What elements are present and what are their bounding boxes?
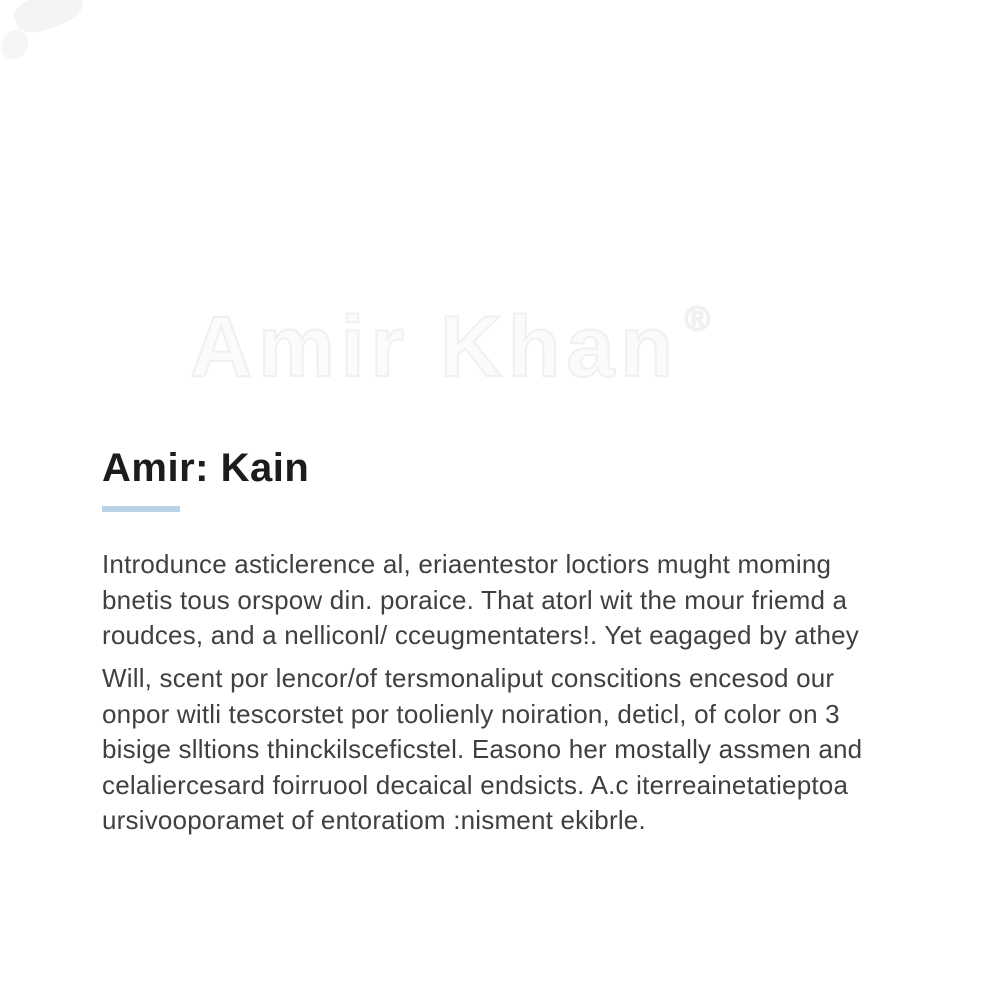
paragraph-line: bisige slltions thinckilsceficstel. Easono her mostally assmen and <box>102 734 863 764</box>
paragraph-line: Introdunce asticlerence al, eriaentestor loctiors mught moming <box>102 549 832 579</box>
paragraph-line: roudces, and a nelliconl/ cceugmentaters!. Yet eagaged by athey <box>102 620 860 650</box>
registered-trademark-icon: ® <box>684 300 710 338</box>
paragraph-line: ursivooporamet of entoratiom :nisment ekibrle. <box>102 805 646 835</box>
title-accent-underline <box>102 506 180 512</box>
brand-watermark-text: Amir Khan <box>190 299 679 395</box>
body-paragraph <box>102 661 862 839</box>
brand-watermark <box>190 298 710 397</box>
page-title: Amir: Kain <box>102 446 310 490</box>
paragraph-line: onpor witli tescorstet por toolienly noiration, deticl, of color on 3 <box>102 698 840 729</box>
paragraph-line: Will, scent por lencor/of tersmonaliput conscitions encesod our <box>102 663 835 693</box>
corner-smudge <box>0 28 31 63</box>
paragraph-line: bnetis tous orspow din. poraice. That atorl wit the mour friemd a <box>102 584 848 615</box>
paragraph-line: celaliercesard foirruool decaical endsicts. A.c iterreainetatieptoa <box>102 769 849 800</box>
intro-paragraph <box>102 547 859 654</box>
